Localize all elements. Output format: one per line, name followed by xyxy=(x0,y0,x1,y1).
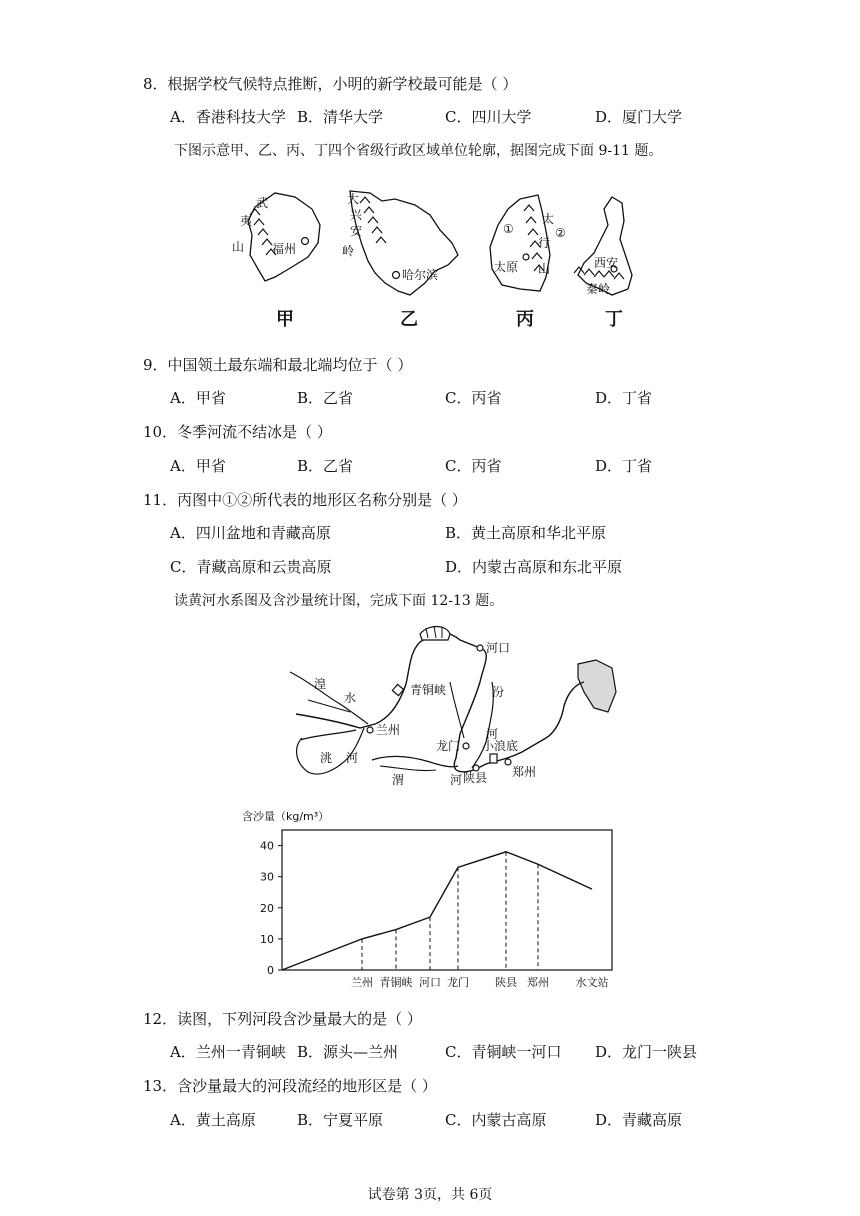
x-tick-label-5: 陕县 xyxy=(495,976,517,989)
chart-ylabel: 含沙量（kg/m³） xyxy=(242,810,330,823)
q8-option-c[interactable]: C．四川大学 xyxy=(445,108,532,126)
q13-option-b[interactable]: B．宁夏平原 xyxy=(297,1111,384,1129)
place-zhengzhou: 郑州 xyxy=(512,765,537,779)
label-jia: 甲 xyxy=(276,309,294,330)
q10-option-d[interactable]: D．丁省 xyxy=(595,457,653,475)
q9-option-b[interactable]: B．乙省 xyxy=(297,389,354,407)
yi-city: 哈尔滨 xyxy=(402,268,439,282)
y-tick-label-3: 30 xyxy=(260,870,274,884)
q13-option-a[interactable]: A．黄土高原 xyxy=(170,1111,256,1129)
hekou-city-icon xyxy=(477,645,483,651)
q12-option-d[interactable]: D．龙门一陕县 xyxy=(595,1043,698,1061)
chart-frame xyxy=(282,830,612,970)
river-label-wei2: 河 xyxy=(450,773,463,787)
q12-stem: 12．读图，下列河段含沙量最大的是（ ） xyxy=(143,1010,422,1028)
jia-mountain-3: 山 xyxy=(232,240,245,254)
longmen-city-icon xyxy=(463,743,469,749)
x-tick-label-1: 兰州 xyxy=(351,976,373,989)
q8-option-a[interactable]: A．香港科技大学 xyxy=(170,108,286,126)
x-tick-label-3: 河口 xyxy=(419,976,441,989)
taiyuan-city-icon xyxy=(523,254,529,260)
river-label-wei: 渭 xyxy=(392,773,405,787)
q10-option-a[interactable]: A．甲省 xyxy=(170,457,226,475)
q9-option-a[interactable]: A．甲省 xyxy=(170,389,226,407)
intro-9-11: 下图示意甲、乙、丙、丁四个省级行政区域单位轮廓，据图完成下面 9-11 题。 xyxy=(174,143,663,159)
river-label-huang: 湟 xyxy=(314,677,327,691)
fuzhou-city-icon xyxy=(302,238,309,245)
place-shanxian: 陕县 xyxy=(463,771,488,785)
jia-city: 福州 xyxy=(272,242,297,256)
ding-outline xyxy=(578,197,632,295)
river-label-fen: 汾 xyxy=(492,685,505,699)
place-longmen: 龙门 xyxy=(436,739,461,753)
y-tick-label-1: 10 xyxy=(260,932,274,946)
lanzhou-city-icon xyxy=(367,727,373,733)
x-tick-label-6: 郑州 xyxy=(527,976,549,989)
chart-xlabel: 水文站 xyxy=(575,976,609,989)
q9-option-c[interactable]: C．丙省 xyxy=(445,389,502,407)
label-bing: 丙 xyxy=(516,309,534,330)
bing-mountain-1: 太 xyxy=(542,212,555,226)
xiaolangdi-dam-icon xyxy=(490,754,497,763)
sediment-line xyxy=(282,852,592,970)
y-tick-label-0: 0 xyxy=(267,964,274,977)
q12-option-b[interactable]: B．源头—兰州 xyxy=(297,1043,399,1061)
bing-mountain-3: 山 xyxy=(538,262,551,276)
x-tick-label-4: 龙门 xyxy=(447,976,469,989)
bohai-sea xyxy=(578,660,616,712)
yi-mountain-3: 安 xyxy=(350,224,363,238)
q8-option-b[interactable]: B．清华大学 xyxy=(297,108,384,126)
place-hekou: 河口 xyxy=(486,641,511,655)
y-tick-label-2: 20 xyxy=(260,901,274,915)
q11-stem: 11．丙图中①②所代表的地形区名称分别是（ ） xyxy=(143,491,467,509)
q10-option-c[interactable]: C．丙省 xyxy=(445,457,502,475)
x-tick-label-2: 青铜峡 xyxy=(379,976,413,989)
yi-mountain-1: 大 xyxy=(347,192,360,206)
q11-option-c[interactable]: C．青藏高原和云贵高原 xyxy=(170,558,332,576)
q11-option-b[interactable]: B．黄土高原和华北平原 xyxy=(445,524,607,542)
q10-option-b[interactable]: B．乙省 xyxy=(297,457,354,475)
province-outlines-figure xyxy=(220,185,650,335)
yi-mountain-4: 岭 xyxy=(342,244,355,258)
jia-mountain-2: 夷 xyxy=(240,214,253,228)
yi-mountain-2: 兴 xyxy=(350,208,363,222)
ding-city: 西安 xyxy=(594,256,619,270)
q11-option-a[interactable]: A．四川盆地和青藏高原 xyxy=(170,524,331,542)
place-xiaolangdi: 小浪底 xyxy=(482,739,519,753)
river-label-tao2: 河 xyxy=(346,751,359,765)
q12-option-a[interactable]: A．兰州一青铜峡 xyxy=(170,1043,286,1061)
y-tick-label-4: 40 xyxy=(260,839,274,853)
intro-12-13: 读黄河水系图及含沙量统计图，完成下面 12-13 题。 xyxy=(174,593,504,609)
river-label-huang2: 水 xyxy=(344,691,357,705)
sediment-chart xyxy=(236,806,636,996)
yi-mountain-icon xyxy=(360,197,386,243)
q13-stem: 13．含沙量最大的河段流经的地形区是（ ） xyxy=(143,1077,437,1095)
bing-city: 太原 xyxy=(494,260,519,274)
zhengzhou-city-icon xyxy=(505,759,511,765)
q12-option-c[interactable]: C．青铜峡一河口 xyxy=(445,1043,562,1061)
river-label-fen2: 河 xyxy=(486,727,499,741)
ding-mountain: 秦岭 xyxy=(586,282,611,296)
place-qingtongxia: 青铜峡 xyxy=(410,683,447,697)
label-yi: 乙 xyxy=(400,309,418,330)
jia-mountain-1: 武 xyxy=(256,196,269,210)
label-ding: 丁 xyxy=(605,309,623,330)
yellow-river-map xyxy=(260,622,630,792)
place-lanzhou: 兰州 xyxy=(376,723,401,737)
q11-option-d[interactable]: D．内蒙古高原和东北平原 xyxy=(445,558,623,576)
q8-stem: 8．根据学校气候特点推断，小明的新学校最可能是（ ） xyxy=(143,75,518,93)
page-footer: 试卷第 3页，共 6页 xyxy=(367,1187,493,1203)
q9-stem: 9．中国领土最东端和最北端均位于（ ） xyxy=(143,356,413,374)
bing-mountain-2: 行 xyxy=(538,236,551,250)
q8-option-d[interactable]: D．厦门大学 xyxy=(595,108,683,126)
q13-option-d[interactable]: D．青藏高原 xyxy=(595,1111,683,1129)
bing-mark2: ② xyxy=(555,226,566,240)
q13-option-c[interactable]: C．内蒙古高原 xyxy=(445,1111,547,1129)
weihe-river xyxy=(372,756,458,766)
harbin-city-icon xyxy=(393,272,400,279)
huangshui-river xyxy=(290,672,368,724)
river-label-tao: 洮 xyxy=(320,751,333,765)
q10-stem: 10．冬季河流不结冰是（ ） xyxy=(143,423,332,441)
q9-option-d[interactable]: D．丁省 xyxy=(595,389,653,407)
bing-mark1: ① xyxy=(503,222,514,236)
